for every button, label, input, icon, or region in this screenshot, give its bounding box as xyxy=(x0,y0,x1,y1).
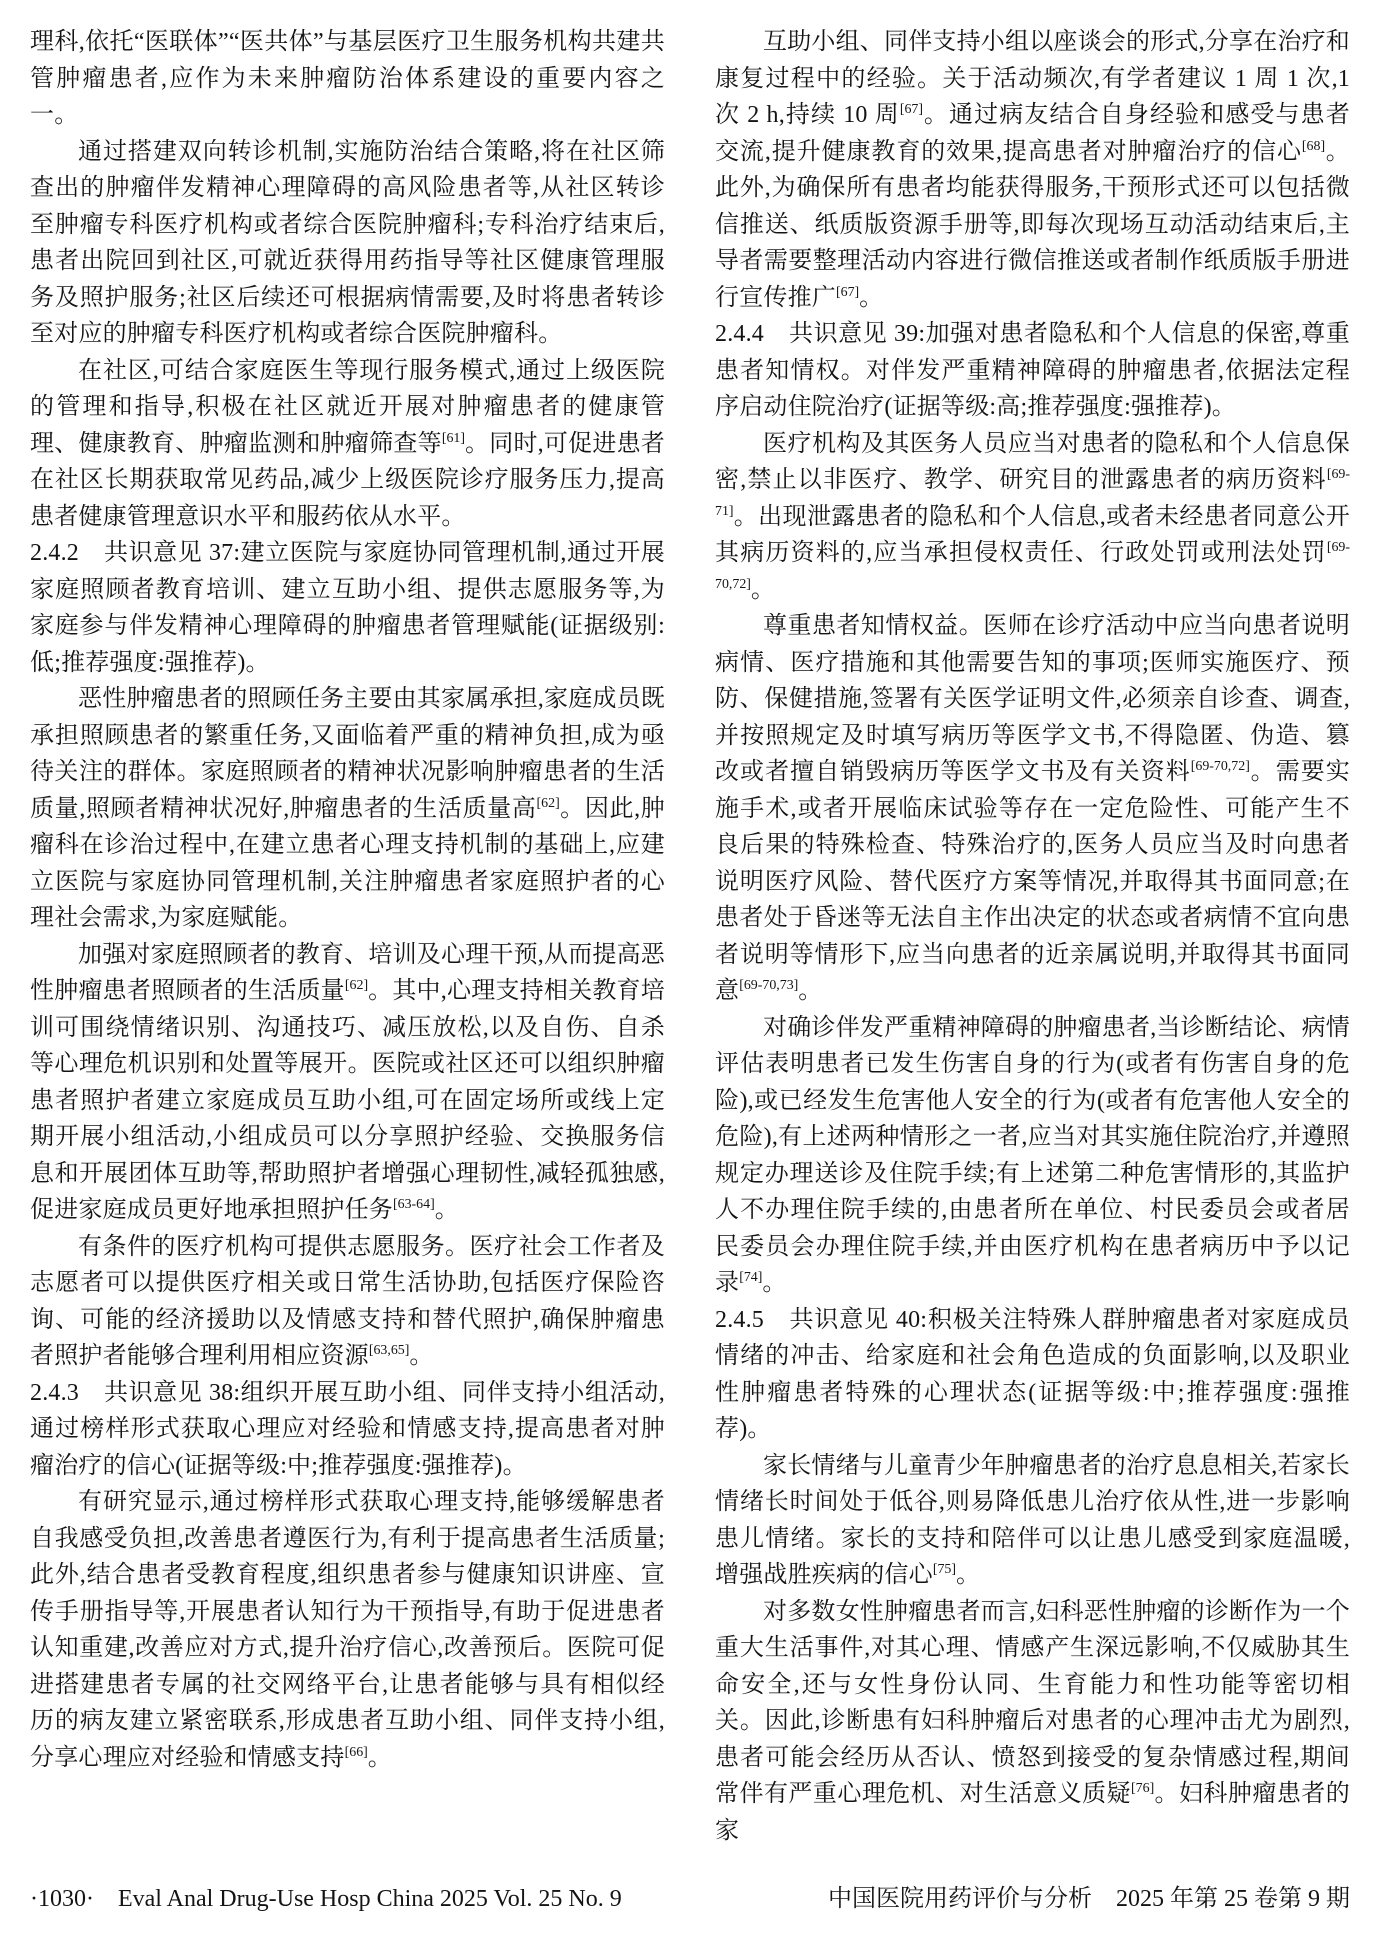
section-heading: 2.4.5 共识意见 40:积极关注特殊人群肿瘤患者对家庭成员情绪的冲击、给家庭和社会角色造成的负面影响,以及职业性肿瘤患者特殊的心理状态(证据等级:中;推荐强度:强推荐)。 xyxy=(715,1306,1350,1442)
body-paragraph: 尊重患者知情权益。医师在诊疗活动中应当向患者说明病情、医疗措施和其他需要告知的事项;医师实施医疗、预防、保健措施,签署有关医学证明文件,必须亲自诊查、调查,并按照规定及时填写病历等医学文书,不得隐匿、伪造、篡改或者擅自销毁病历等医学文书及有关资料[69-70,72]。需要实施手术,或者开展临床试验等存在一定危险性、可能产生不良后果的特殊检查、特殊治疗的,医务人员应当及时向患者说明医疗风险、替代医疗方案等情况,并取得其书面同意;在患者处于昏迷等无法自主作出决定的状态或者病情不宜向患者说明等情形下,应当向患者的近亲属说明,并取得其书面同意[69-70,73]。 xyxy=(715,613,1350,1004)
body-paragraph: 在社区,可结合家庭医生等现行服务模式,通过上级医院的管理和指导,积极在社区就近开展对肿瘤患者的健康管理、健康教育、肿瘤监测和肿瘤筛查等[61]。同时,可促进患者在社区长期获取常见药品,减少上级医院诊疗服务压力,提高患者健康管理意识水平和服药依从水平。 xyxy=(30,357,665,530)
left-column xyxy=(30,24,665,1849)
body-paragraph: 对多数女性肿瘤患者而言,妇科恶性肿瘤的诊断作为一个重大生活事件,对其心理、情感产生深远影响,不仅威胁其生命安全,还与女性身份认同、生育能力和性功能等密切相关。因此,诊断患有妇科肿瘤后对患者的心理冲击尤为剧烈,患者可能会经历从否认、愤怒到接受的复杂情感过程,期间常伴有严重心理危机、对生活意义质疑[76]。妇科肿瘤患者的家 xyxy=(715,1598,1350,1844)
page-footer xyxy=(30,1884,1350,1914)
reference-citation: [74] xyxy=(739,1270,763,1285)
reference-citation: [62] xyxy=(536,795,560,811)
reference-citation: [68] xyxy=(1301,138,1326,154)
footer-journal-zh: 中国医院用药评价与分析 2025 年第 25 卷第 9 期 xyxy=(828,1886,1350,1912)
body-paragraph: 家长情绪与儿童青少年肿瘤患者的治疗息息相关,若家长情绪长时间处于低谷,则易降低患儿治疗依从性,进一步影响患儿情绪。家长的支持和陪伴可以让患儿感受到家庭温暖,增强战胜疾病的信心[75]。 xyxy=(715,1452,1350,1588)
reference-citation: [76] xyxy=(1131,1781,1155,1796)
body-paragraph: 互助小组、同伴支持小组以座谈会的形式,分享在治疗和康复过程中的经验。关于活动频次,有学者建议 1 周 1 次,1 次 2 h,持续 10 周[67]。通过病友结合自身经验和感受与患者交流,提升健康教育的效果,提高患者对肿瘤治疗的信心[68]。此外,为确保所有患者均能获得服务,干预形式还可以包括微信推送、纸质版资源手册等,即每次现场互动活动结束后,主导者需要整理活动内容进行微信推送或者制作纸质版手册进行宣传推广[67]。 xyxy=(715,29,1351,311)
section-heading: 2.4.4 共识意见 39:加强对患者隐私和个人信息的保密,尊重患者知情权。对伴发严重精神障碍的肿瘤患者,依据法定程序启动住院治疗(证据等级:高;推荐强度:强推荐)。 xyxy=(715,321,1350,420)
body-paragraph: 恶性肿瘤患者的照顾任务主要由其家属承担,家庭成员既承担照顾患者的繁重任务,又面临着严重的精神负担,成为亟待关注的群体。家庭照顾者的精神状况影响肿瘤患者的生活质量,照顾者精神状况好,肿瘤患者的生活质量高[62]。因此,肿瘤科在诊治过程中,在建立患者心理支持机制的基础上,应建立医院与家庭协同管理机制,关注肿瘤患者家庭照护者的心理社会需求,为家庭赋能。 xyxy=(30,686,666,931)
right-column xyxy=(715,24,1350,1849)
reference-citation: [63,65] xyxy=(368,1343,410,1358)
section-heading: 2.4.2 共识意见 37:建立医院与家庭协同管理机制,通过开展家庭照顾者教育培训、建立互助小组、提供志愿服务等,为家庭参与伴发精神心理障碍的肿瘤患者管理赋能(证据级别:低;推荐强度:强推荐)。 xyxy=(30,540,665,676)
footer-page-number-journal-en: ·1030· Eval Anal Drug-Use Hosp China 2025 Vol. 25 No. 9 xyxy=(30,1886,622,1912)
body-paragraph: 理科,依托“医联体”“医共体”与基层医疗卫生服务机构共建共管肿瘤患者,应作为未来肿瘤防治体系建设的重要内容之一。 xyxy=(30,29,665,128)
reference-citation: [63-64] xyxy=(393,1197,435,1212)
reference-citation: [66] xyxy=(344,1744,368,1760)
reference-citation: [62] xyxy=(344,978,369,993)
reference-citation: [67] xyxy=(899,102,924,117)
body-paragraph: 通过搭建双向转诊机制,实施防治结合策略,将在社区筛查出的肿瘤伴发精神心理障碍的高风险患者等,从社区转诊至肿瘤专科医疗机构或者综合医院肿瘤科;专科治疗结束后,患者出院回到社区,可就近获得用药指导等社区健康管理服务及照护服务;社区后续还可根据病情需要,及时将患者转诊至对应的肿瘤专科医疗机构或者综合医院肿瘤科。 xyxy=(30,138,665,347)
body-paragraph: 有条件的医疗机构可提供志愿服务。医疗社会工作者及志愿者可以提供医疗相关或日常生活协助,包括医疗保险咨询、可能的经济援助以及情感支持和替代照护,确保肿瘤患者照护者能够合理利用相应资源[63,65]。 xyxy=(30,1233,665,1369)
reference-citation: [75] xyxy=(932,1562,956,1577)
reference-citation: [69-70,72] xyxy=(715,540,1350,592)
body-paragraph: 有研究显示,通过榜样形式获取心理支持,能够缓解患者自我感受负担,改善患者遵医行为,有利于提高患者生活质量;此外,结合患者受教育程度,组织患者参与健康知识讲座、宣传手册指导等,开展患者认知行为干预指导,有助于促进患者认知重建,改善应对方式,提升治疗信心,改善预后。医院可促进搭建患者专属的社交网络平台,让患者能够与具有相似经历的病友建立紧密联系,形成患者互助小组、同伴支持小组,分享心理应对经验和情感支持[66]。 xyxy=(30,1489,665,1771)
section-heading: 2.4.3 共识意见 38:组织开展互助小组、同伴支持小组活动,通过榜样形式获取心理应对经验和情感支持,提高患者对肿瘤治疗的信心(证据等级:中;推荐强度:强推荐)。 xyxy=(30,1379,665,1479)
reference-citation: [69-71] xyxy=(715,467,1350,519)
body-paragraph: 对确诊伴发严重精神障碍的肿瘤患者,当诊断结论、病情评估表明患者已发生伤害自身的行为(或者有伤害自身的危险),或已经发生危害他人安全的行为(或者有危害他人安全的危险),有上述两种情形之一者,应当对其实施住院治疗,并遵照规定办理送诊及住院手续;有上述第二种危害情形的,其监护人不办理住院手续的,由患者所在单位、村民委员会或者居民委员会办理住院手续,并由医疗机构在患者病历中予以记录[74]。 xyxy=(715,1014,1350,1296)
body-paragraph: 加强对家庭照顾者的教育、培训及心理干预,从而提高恶性肿瘤患者照顾者的生活质量[62]。其中,心理支持相关教育培训可围绕情绪识别、沟通技巧、减压放松,以及自伤、自杀等心理危机识别和处置等展开。医院或社区还可以组织肿瘤患者照护者建立家庭成员互助小组,可在固定场所或线上定期开展小组活动,小组成员可以分享照护经验、交换服务信息和开展团体互助等,帮助照护者增强心理韧性,减轻孤独感,促进家庭成员更好地承担照护任务[63-64]。 xyxy=(30,941,665,1223)
reference-citation: [67] xyxy=(836,284,860,300)
reference-citation: [69-70,72] xyxy=(1190,759,1250,774)
reference-citation: [69-70,73] xyxy=(739,978,799,993)
body-paragraph: 医疗机构及其医务人员应当对患者的隐私和个人信息保密,禁止以非医疗、教学、研究目的泄露患者的病历资料[69-71]。出现泄露患者的隐私和个人信息,或者未经患者同意公开其病历资料的,应当承担侵权责任、行政处罚或刑法处罚[69-70,72]。 xyxy=(715,430,1350,603)
reference-citation: [61] xyxy=(441,430,465,446)
